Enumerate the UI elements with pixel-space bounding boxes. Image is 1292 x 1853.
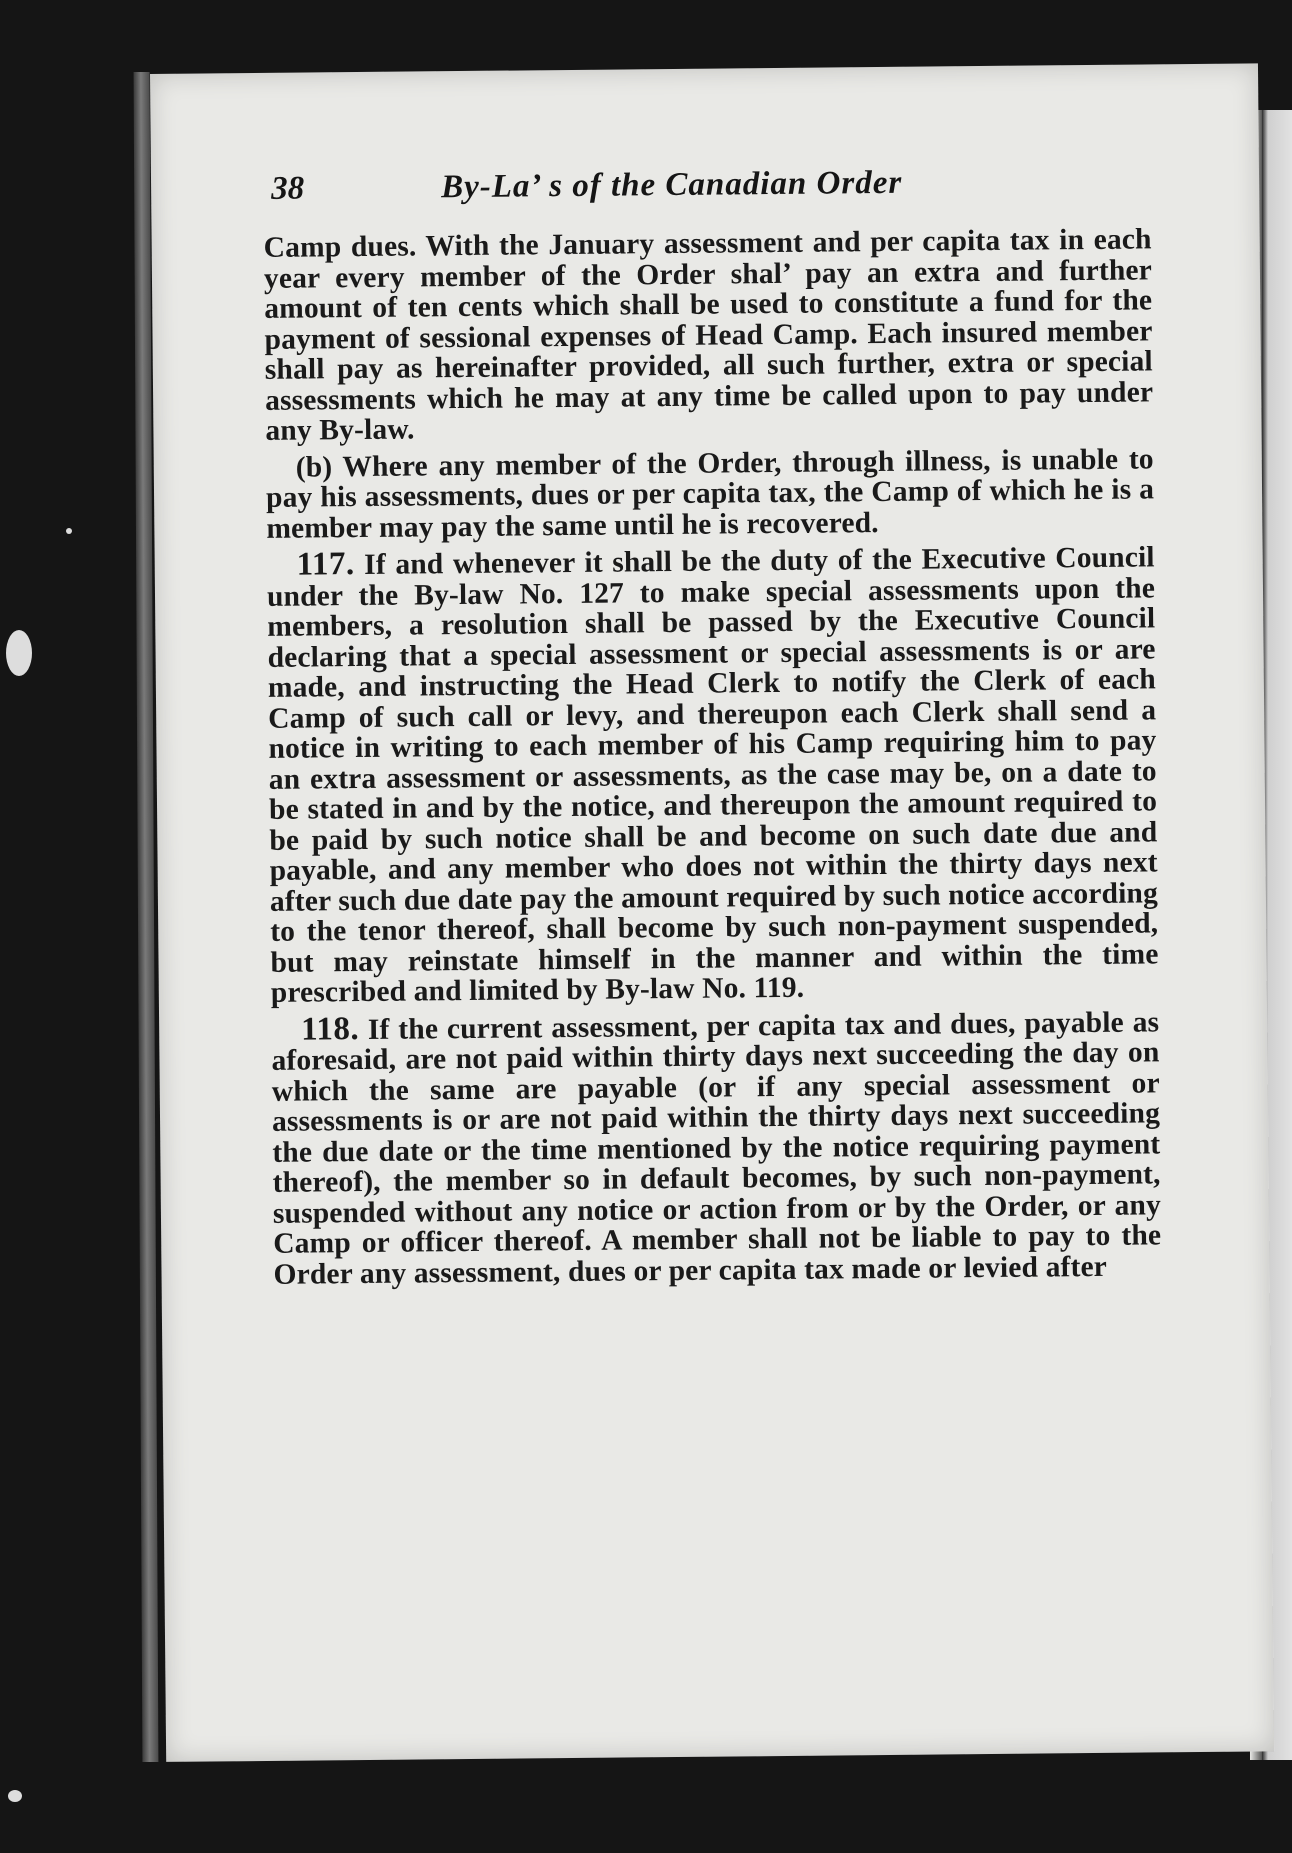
scan-speck — [6, 630, 32, 676]
body-text — [264, 224, 1162, 1295]
section-number-118: 118. — [301, 1010, 360, 1048]
paragraph-continued: Camp dues. With the January assessment and per capita tax in each year every member of the Order shal’ pay an extra and further amount of ten cents which shall be used to constitute a fund for the payment of sessional expenses of Head Camp. Each insured member shall pay as hereinafter provided, all such further, extra or special assessments which he may at any time be called upon to pay under any By-law. — [263, 223, 1154, 447]
scan-speck — [66, 528, 72, 534]
running-head-title: By-La’ s of the Canadian Order — [440, 164, 903, 206]
section-118-text: If the current assessment, per capita tax and dues, payable as aforesaid, are not paid within thirty days next succeeding the day on which the same are payable (or if any special assessment or assessments is or are not paid within the thirty days next succeeding the due date or the time mentioned by the notice requiring payment thereof), the member so in default becomes, by such non-payment, suspended without any notice or action from or by the Order, or any Camp or officer thereof. A member shall not be liable to pay to the Order any assessment, dues or per capita tax made or levied after — [271, 1005, 1162, 1291]
running-head — [271, 162, 1172, 231]
page-number: 38 — [270, 170, 305, 207]
section-118 — [271, 1006, 1162, 1290]
section-number-117: 117. — [296, 546, 355, 583]
scan-speck — [8, 1790, 22, 1802]
section-117 — [267, 541, 1159, 1008]
section-117-text: If and whenever it shall be the duty of the Executive Council under the By-law No. 127 to make special assessments upon the members, a resolution shall be passed by the Executive Council declaring that a special assessment or special assessments is or are made, and instructing the Head Clerk to notify the Clerk of each Camp of such call or levy, and thereupon each Clerk shall send a notice in writing to each member of his Camp requiring him to pay an extra assessment or assessments, as the case may be, on a date to be stated in and by the notice, and thereupon the amount required to be paid by such notice shall be and become on such date due and payable, and any member who does not within the thirty days next after such due date pay the amount required by such notice according to the tenor thereof, shall become by such non-payment suspended, but may reinstate himself in the manner and within the time prescribed and limited by By-law No. 119. — [266, 541, 1159, 1009]
book-page — [150, 63, 1274, 1762]
paragraph-b: (b) Where any member of the Order, through illness, is unable to pay his assessments, dues or per capita tax, the Camp of which he is a member may pay the same until he is recovered. — [265, 442, 1155, 545]
